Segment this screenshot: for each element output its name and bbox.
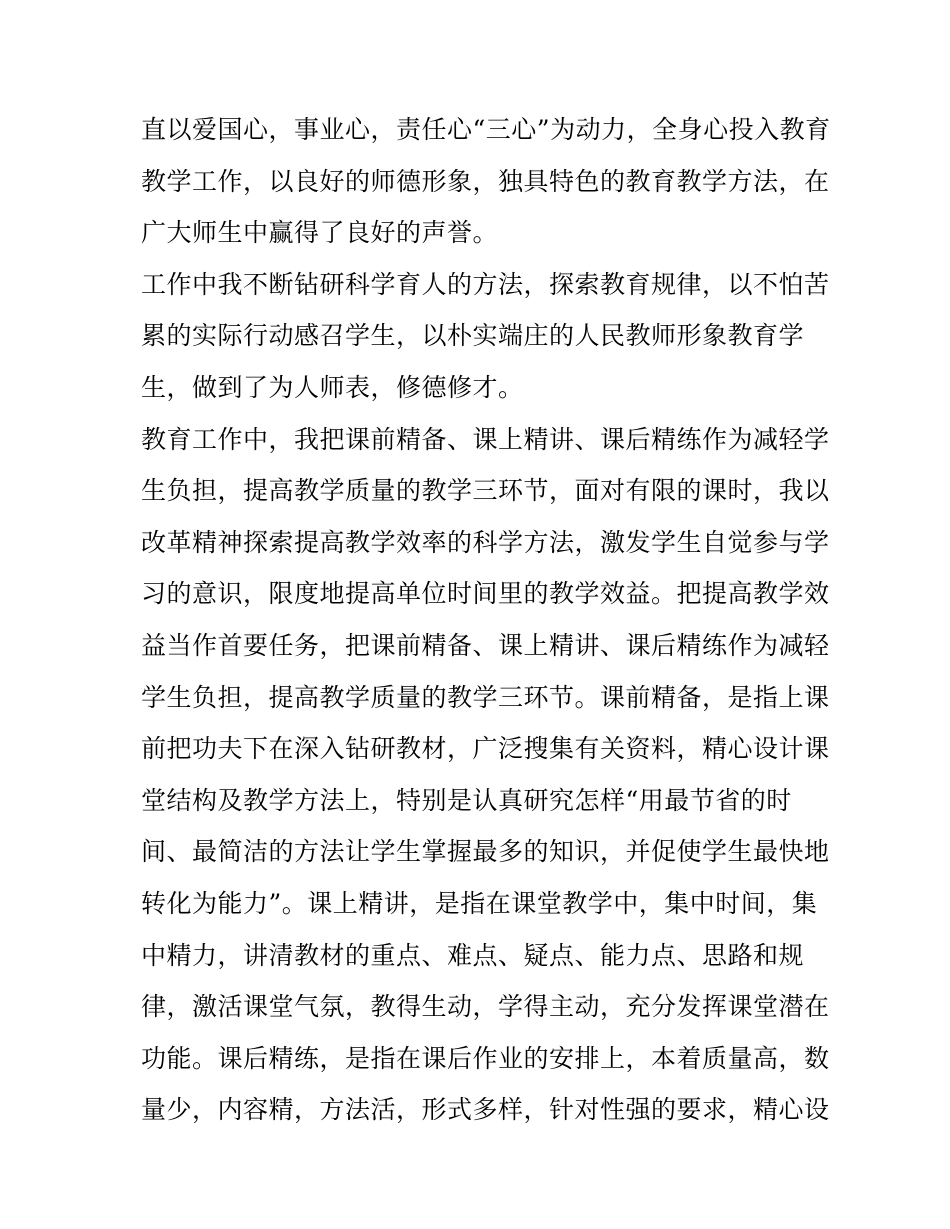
text-line: 功能。课后精练，是指在课后作业的安排上，本着质量高，数 [141,1043,830,1073]
text-line: 量少，内容精，方法活，形式多样，针对性强的要求，精心设 [141,1095,830,1125]
text-line: 直以爱国心，事业心，责任心“三心”为动力，全身心投入教育 [141,115,831,144]
text-line: 益当作首要任务，把课前精备、课上精讲、课后精练作为减轻 [141,630,830,660]
text-line: 广大师生中赢得了良好的声誉。 [141,218,499,248]
text-line: 工作中我不断钻研科学育人的方法，探索教育规律，以不怕苦 [141,269,830,299]
text-line: 习的意识，限度地提高单位时间里的教学效益。把提高教学效 [141,579,830,609]
text-line: 生，做到了为人师表，修德修才。 [141,372,524,402]
text-line: 堂结构及教学方法上，特别是认真研究怎样“用最节省的时 [141,785,792,815]
text-line: 间、最简洁的方法让学生掌握最多的知识，并促使学生最快地 [141,837,830,867]
text-line: 前把功夫下在深入钻研教材，广泛搜集有关资料，精心设计课 [141,734,830,764]
text-line: 中精力，讲清教材的重点、难点、疑点、能力点、思路和规 [141,940,805,970]
text-line: 教育工作中，我把课前精备、课上精讲、课后精练作为减轻学 [141,424,830,454]
text-line: 转化为能力”。课上精讲，是指在课堂教学中，集中时间，集 [141,888,818,918]
text-line: 教学工作，以良好的师德形象，独具特色的教育教学方法，在 [141,166,830,196]
text-line: 生负担，提高教学质量的教学三环节，面对有限的课时，我以 [141,476,830,506]
text-line: 改革精神探索提高教学效率的科学方法，激发学生自觉参与学 [141,527,830,557]
text-line: 律，激活课堂气氛，教得生动，学得主动，充分发挥课堂潜在 [141,992,830,1022]
text-line: 累的实际行动感召学生，以朴实端庄的人民教师形象教育学 [141,321,805,351]
document-body [141,104,831,1136]
text-line: 学生负担，提高教学质量的教学三环节。课前精备，是指上课 [141,682,830,712]
